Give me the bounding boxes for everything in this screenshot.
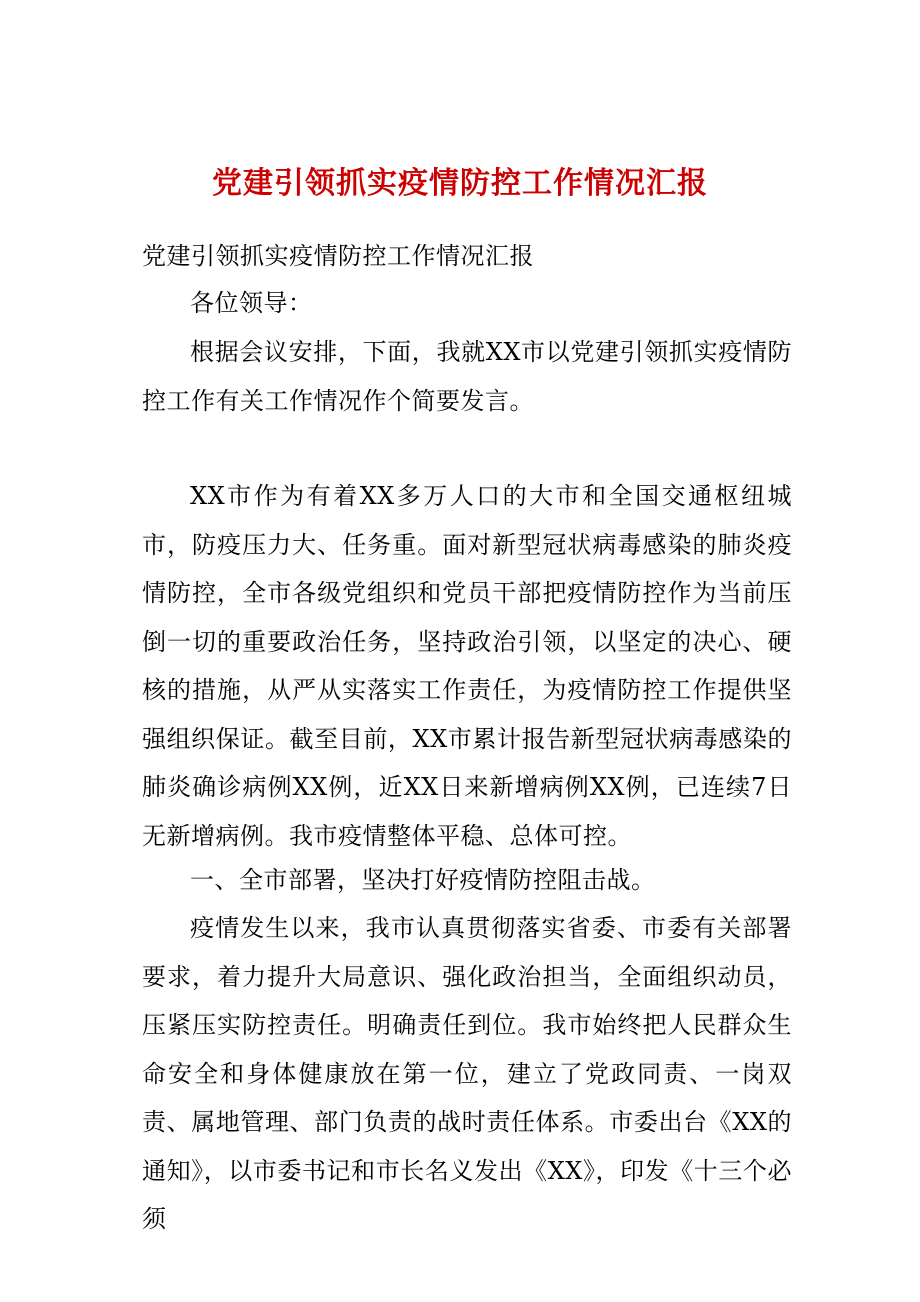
- paragraph: 疫情发生以来，我市认真贯彻落实省委、市委有关部署要求，着力提升大局意识、强化政治担当，全面组织动员，压紧压实防控责任。明确责任到位。我市始终把人民群众生命安全和身体健康放在第一位，建立了党政同责、一岗双责、属地管理、部门负责的战时责任体系。市委出台《XX的通知》，以市委书记和市长名义发出《XX》，印发《十三个必须: [142, 914, 792, 1233]
- paragraph: 根据会议安排，下面，我就XX市以党建引领抓实疫情防控工作有关工作情况作个简要发言。: [142, 338, 792, 415]
- section-heading: 一、全市部署，坚决打好疫情防控阻击战。: [190, 866, 656, 894]
- document-title: 党建引领抓实疫情防控工作情况汇报: [212, 166, 708, 201]
- document-subtitle: 党建引领抓实疫情防控工作情况汇报: [142, 242, 534, 270]
- paragraph: XX市作为有着XX多万人口的大市和全国交通枢纽城市，防疫压力大、任务重。面对新型冠状病毒感染的肺炎疫情防控，全市各级党组织和党员干部把疫情防控作为当前压倒一切的重要政治任务，坚持政治引领，以坚定的决心、硬核的措施，从严从实落实工作责任，为疫情防控工作提供坚强组织保证。截至目前，XX市累计报告新型冠状病毒感染的肺炎确诊病例XX例，近XX日来新增病例XX例，已连续7日无新增病例。我市疫情整体平稳、总体可控。: [142, 482, 792, 850]
- salutation: 各位领导：: [190, 289, 313, 317]
